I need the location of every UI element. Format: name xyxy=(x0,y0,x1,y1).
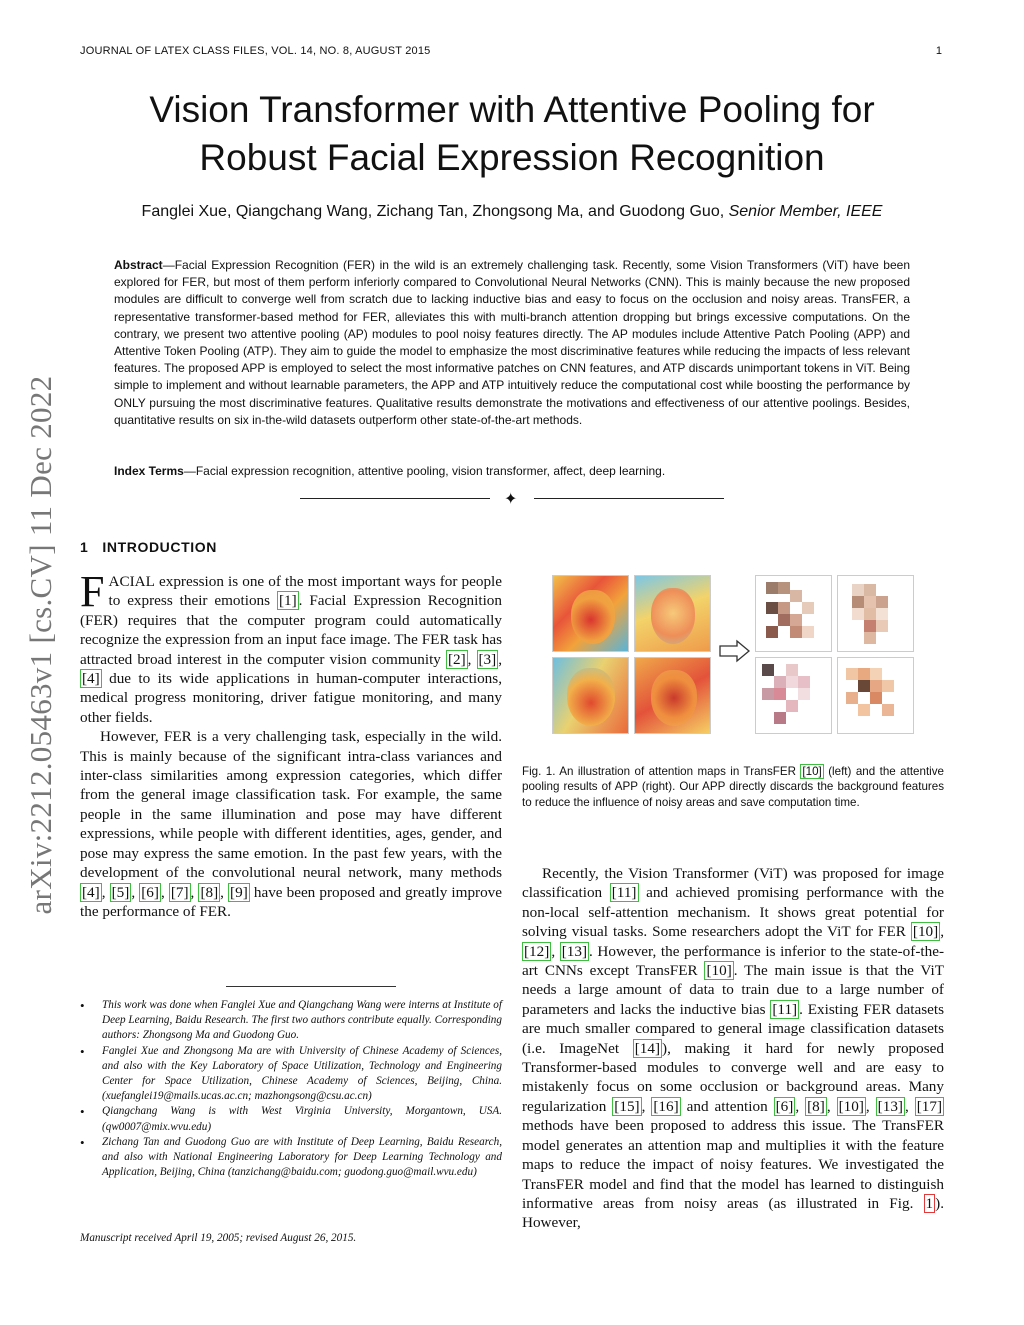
face-region xyxy=(571,590,615,644)
text-run: . Existing FER datasets are much smaller compared to general image classification datasets (i.e. ImageNet xyxy=(522,1000,944,1057)
patch-grid xyxy=(756,658,831,733)
citation-link[interactable]: [2] xyxy=(447,650,466,668)
drop-cap: F xyxy=(80,567,105,616)
pooled-patches-thumbnail xyxy=(755,575,832,652)
patch-grid xyxy=(838,576,913,651)
diamond-icon: ✦ xyxy=(504,491,518,508)
author-list xyxy=(60,203,964,221)
text-run: . The main issue is that the ViT needs a large amount of data to train due to a large number of parameters and lacks the inductive bias xyxy=(522,962,944,1018)
section-number: 1 xyxy=(80,539,89,555)
citation-link[interactable]: [7] xyxy=(170,883,189,901)
citation-link[interactable]: [4] xyxy=(82,883,100,901)
citation-link[interactable]: [15] xyxy=(614,1097,640,1115)
section-divider xyxy=(300,489,724,509)
divider-line-right xyxy=(534,498,724,499)
intro-paragraph-1: FACIAL expression is one of the most important ways for people to express their emotions [1] . Facial Expression Recognition (FER) requires that the computer program could automatically recognize the expression from an input face image. The FER task has attracted broad interest in the computer vision community [2] , [3] , [4] due to its wide applications in human-computer interactions, medical progress monitoring, driver fatigue monitoring, and many other fields. xyxy=(80,567,503,726)
face-region xyxy=(651,670,697,726)
footnote-item: • Fanglei Xue and Zhongsong Ma are with University of Chinese Academy of Sciences, and also with the Key Laboratory of Space Utilization, Technology and Engineering Center for Space Utilization, Chinese Academy of Sciences, Beijing, China. (xuefanglei19@mails.ucas.ac.cn; mazhongsong@csu.ac.cn) xyxy=(102,1044,502,1105)
citation-link[interactable]: [8] xyxy=(200,883,219,901)
citation-link[interactable]: [13] xyxy=(877,1097,903,1115)
text-run: have been proposed and greatly improve the performance of FER. xyxy=(80,883,503,920)
section-title: INTRODUCTION xyxy=(102,539,217,555)
citation-link[interactable]: [10] xyxy=(912,923,939,941)
arxiv-stamp-text: arXiv:2212.05463v1 [cs.CV] 11 Dec 2022 xyxy=(23,375,58,915)
text-run: and achieved promising performance with the non-local self-attention mechanism. It shows great potential for solving visual tasks. Some researchers adopt the ViT for FER xyxy=(522,884,944,941)
arxiv-stamp[interactable] xyxy=(16,350,66,940)
text-run: and attention xyxy=(680,1097,774,1115)
text-run: Fig. 1. An illustration of attention maps in TransFER xyxy=(522,765,801,778)
pooled-patches-thumbnail xyxy=(837,575,914,652)
page-number: 1 xyxy=(935,45,942,57)
left-column xyxy=(80,567,503,921)
citation-link[interactable]: [17] xyxy=(916,1097,943,1115)
author-suffix: Senior Member, IEEE xyxy=(728,203,883,220)
text-run: However, FER is a very challenging task, especially in the wild. This is mainly because of the significant intra-class variances and inter-class similarities among expression categories, which differ from the general image classification task. For example, the same people in the same illumination and pose may have different expressions, while people with different identities, ages, gender, and pose may express the same emotion. In the past few years, with the development of the convolutional neural network, many methods xyxy=(80,728,502,882)
abstract-label: Abstract xyxy=(114,258,163,272)
text-run: ), making it hard for newly proposed Transformer-based modules to converge well and are easy to mistakenly focus on some occlusion or background areas. Many regularization xyxy=(522,1039,944,1115)
citation-link[interactable]: [8] xyxy=(807,1097,825,1115)
citation-link[interactable]: [10] xyxy=(802,765,822,778)
patch-grid xyxy=(756,576,831,651)
body-paragraph: Recently, the Vision Transformer (ViT) was proposed for image classification [11] and achieved promising performance with the non-local self-attention mechanism. It shows great potential for solving visual tasks. Some researchers adopt the ViT for FER [10] , [12] , [13] . However, the performance is inferior to the state-of-the-art CNNs except TransFER [10] . The main issue is that the ViT needs a large amount of data to train due to a large number of parameters and lacks the inductive bias [11] . Existing FER datasets are much smaller compared to general image classification datasets (i.e. ImageNet [14] ), making it hard for newly proposed Transformer-based modules to converge well and are easy to mistakenly focus on some occlusion or background areas. Many regularization [15] , [16] and attention [6] , [8] , [10] , [13] , [17] methods have been proposed to address this issue. The TransFER model generates an attention map and multiplies it with the feature maps to reduce the impact of noisy features. We investigated the TransFER model and find that the model has learned to distinguish informative areas from noisy areas (as illustrated in Fig. 1 ). However, xyxy=(522,865,945,1232)
text-run: due to its wide applications in human-computer interactions, medical progress monitoring, driver fatigue monitoring, and many other fields. xyxy=(80,670,502,726)
text-run: methods have been proposed to address this issue. The TransFER model generates an attention map and multiplies it with the feature maps to reduce the impact of noisy features. We investigated the TransFER model and find that the model has learned to distinguish informative areas from noisy areas (as illustrated in Fig. xyxy=(522,1117,944,1212)
manuscript-note: Manuscript received April 19, 2005; revised August 26, 2015. xyxy=(80,1232,357,1244)
intro-paragraph-2: However, FER is a very challenging task, especially in the wild. This is mainly because of the significant intra-class variances and inter-class similarities among expression categories, which differ from the general image classification task. For example, the same people in the same illumination and pose may have different expressions, while people with different identities, ages, gender, and pose may express the same emotion. In the past few years, with the development of the convolutional neural network, many methods [4] , [5] , [6] , [7] , [8] , [9] have been proposed and greatly improve the performance of FER. xyxy=(80,728,503,920)
text-run: . Facial Expression Recognition (FER) requires that the computer program could automatically recognize the expression from an input face image. The FER task has attracted broad interest in the computer vision community xyxy=(80,592,502,668)
figure-1 xyxy=(552,575,914,735)
text-run: Recently, the Vision Transformer (ViT) was proposed for image classification xyxy=(522,865,944,902)
index-terms-text: —Facial expression recognition, attentive pooling, vision transformer, affect, deep learning. xyxy=(183,464,666,478)
pooled-patches-thumbnail xyxy=(837,657,914,734)
section-heading xyxy=(80,539,217,555)
footnote-item: • This work was done when Fanglei Xue and Qiangchang Wang were interns at Institute of Deep Learning, Baidu Research. The first two authors contribute equally. Corresponding authors: Zhongsong Ma and Guodong Guo. xyxy=(102,998,502,1044)
index-terms-label: Index Terms xyxy=(114,464,184,478)
footnote-item: • Qiangchang Wang is with West Virginia University, Morgantown, USA. (qw0007@mix.wvu.edu) xyxy=(102,1104,502,1134)
pooled-patches-thumbnail xyxy=(755,657,832,734)
text-run: . However, the performance is inferior to the state-of-the-art CNNs except TransFER xyxy=(522,942,945,980)
author-names: Fanglei Xue, Qiangchang Wang, Zichang Tan, Zhongsong Ma, and Guodong Guo, xyxy=(141,203,729,220)
text-run: ). However, xyxy=(522,1194,944,1232)
citation-link[interactable]: [11] xyxy=(611,884,637,902)
citation-link[interactable]: [4] xyxy=(82,670,100,688)
running-header: JOURNAL OF LATEX CLASS FILES, VOL. 14, NO. 8, AUGUST 2015 xyxy=(80,45,431,57)
face-region xyxy=(651,588,695,644)
citation-link[interactable]: [11] xyxy=(772,1000,798,1018)
right-column xyxy=(522,864,944,1233)
citation-link[interactable]: [6] xyxy=(141,883,159,901)
attention-map-thumbnail xyxy=(552,657,629,734)
attention-map-thumbnail xyxy=(634,657,711,734)
citation-link[interactable]: [14] xyxy=(634,1039,661,1057)
citation-link[interactable]: [3] xyxy=(478,650,497,668)
title-line-1: Vision Transformer with Attentive Pooling for xyxy=(149,89,875,130)
title-line-2: Robust Facial Expression Recognition xyxy=(199,137,825,178)
footnote-rule xyxy=(226,986,396,987)
figure-reference-link[interactable]: 1 xyxy=(925,1194,934,1212)
footnotes xyxy=(80,998,502,1180)
attention-map-thumbnail xyxy=(552,575,629,652)
text-run: expression is one of the most important ways for people to express their emotions xyxy=(108,573,502,610)
face-region xyxy=(567,668,615,726)
patch-grid xyxy=(838,658,913,733)
footnote-item: • Zichang Tan and Guodong Guo are with Institute of Deep Learning, Baidu Research, and also with National Engineering Laboratory for Deep Learning Technology and Application, Beijing, China (tanzichang@baidu.com; guodong.guo@mail.wvu.edu) xyxy=(102,1135,502,1181)
citation-link[interactable]: [16] xyxy=(653,1097,679,1115)
arrow-right-icon xyxy=(719,639,751,663)
citation-link[interactable]: [10] xyxy=(838,1097,864,1115)
attention-map-thumbnail xyxy=(634,575,711,652)
citation-link[interactable]: [12] xyxy=(524,942,550,960)
abstract xyxy=(114,257,910,429)
citation-link[interactable]: [9] xyxy=(230,883,248,901)
citation-link[interactable]: [6] xyxy=(775,1097,794,1115)
citation-link[interactable]: [5] xyxy=(111,883,130,901)
first-word-rest: ACIAL xyxy=(108,573,155,590)
divider-line-left xyxy=(300,498,490,499)
index-terms xyxy=(114,464,910,478)
paper-title xyxy=(60,86,964,182)
citation-link[interactable]: [1] xyxy=(278,592,297,610)
text-run: (left) and the attentive pooling results of APP (right). Our APP directly discards the background features to reduce the influence of noisy areas and save computation time. xyxy=(522,765,944,809)
abstract-text: —Facial Expression Recognition (FER) in the wild is an extremely challenging task. Recently, some Vision Transformers (ViT) have been explored for FER, but most of them perform inferiorly compared to Convolutional Neural Networks (CNN). This is mainly because the new proposed modules are difficult to converge well from scratch due to lacking inductive bias and easy to focus on the occlusion and noisy areas. TransFER, a representative transformer-based method for FER, alleviates this with multi-branch attention dropping but brings excessive computations. On the contrary, we present two attentive pooling (AP) modules to pool noisy features directly. The AP modules include Attentive Patch Pooling (APP) and Attentive Token Pooling (ATP). They aim to guide the model to emphasize the most discriminative features while reducing the impacts of less relevant features. The proposed APP is employed to select the most informative patches on CNN features, and ATP discards unimportant tokens in ViT. Being simple to implement and without learnable parameters, the APP and ATP intuitively reduce the computational cost while boosting the performance by ONLY pursuing the most discriminative features. Qualitative results demonstrate the motivations and effectiveness of our attentive poolings. Besides, quantitative results on six in-the-wild datasets outperform other state-of-the-art methods. xyxy=(114,258,910,427)
citation-link[interactable]: [10] xyxy=(706,962,732,980)
citation-link[interactable]: [13] xyxy=(561,942,588,960)
figure-caption xyxy=(522,764,944,810)
